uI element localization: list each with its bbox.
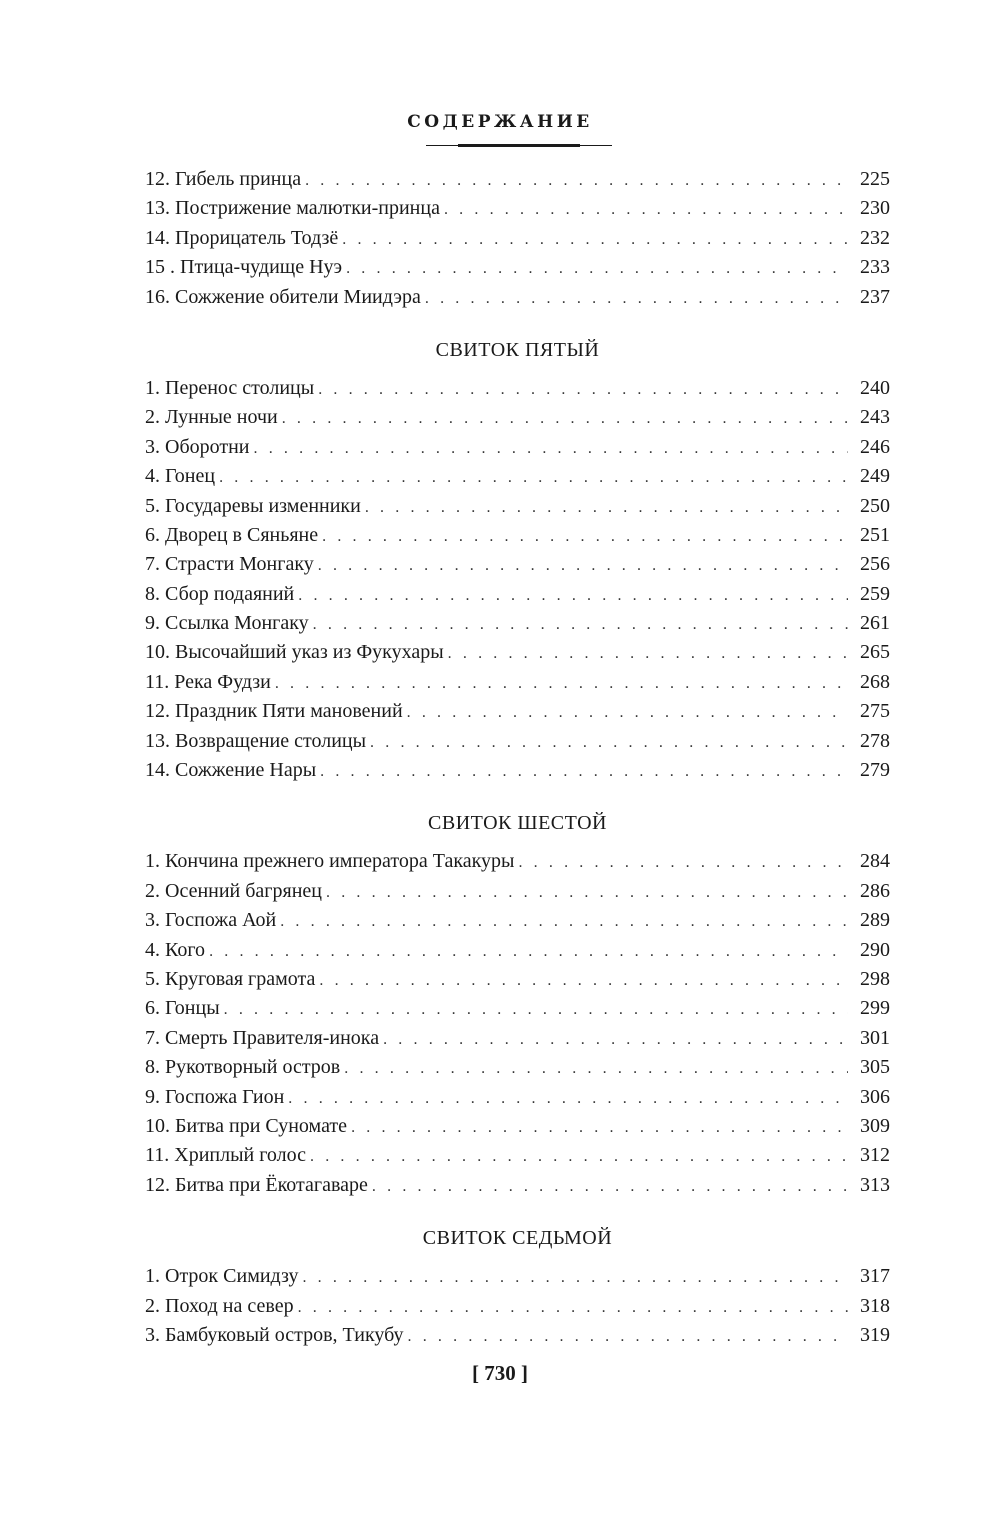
toc-entry-title: 1. Отрок Симидзу [145, 1265, 299, 1288]
toc-entry-title: 3. Госпожа Аой [145, 909, 277, 932]
dot-leader [407, 704, 848, 722]
toc-entry-title: 9. Ссылка Монгаку [145, 612, 309, 635]
dot-leader [318, 557, 848, 575]
toc-entry-title: 7. Смерть Правителя-инока [145, 1026, 380, 1049]
toc-entry-page: 313 [860, 1173, 890, 1196]
toc-entry-page: 286 [860, 879, 890, 902]
toc-entry [145, 997, 890, 1026]
toc-entry [145, 495, 890, 524]
toc-entry-title: 8. Рукотворный остров [145, 1056, 341, 1079]
dot-leader [370, 734, 848, 752]
toc-entry [145, 377, 890, 406]
toc-entry-title: 11. Хриплый голос [145, 1144, 307, 1167]
toc-entry-title: 4. Гонец [145, 465, 216, 488]
toc-entry-title: 1. Кончина прежнего императора Такакуры [145, 850, 515, 873]
toc-entry [145, 880, 890, 909]
toc-entry-title: 13. Пострижение малютки-принца [145, 197, 440, 220]
toc-entry-page: 305 [860, 1056, 890, 1079]
toc-entry [145, 700, 890, 729]
toc-entry [145, 1174, 890, 1203]
dot-leader [288, 1090, 848, 1108]
toc-entry [145, 939, 890, 968]
toc-entry [145, 612, 890, 641]
dot-leader [219, 469, 848, 487]
toc-entry-title: 12. Праздник Пяти мановений [145, 700, 403, 723]
toc-entry [145, 406, 890, 435]
toc-entry-title: 5. Круговая грамота [145, 967, 316, 990]
toc-entry-page: 256 [860, 553, 890, 576]
toc-entry-page: 225 [860, 168, 890, 190]
dot-leader [298, 587, 848, 605]
toc-entry-page: 299 [860, 997, 890, 1020]
dot-leader [444, 201, 848, 219]
header-rule-accent [458, 144, 580, 147]
dot-leader [209, 943, 848, 961]
toc-entry-title: 16. Сожжение обители Миидэра [145, 285, 421, 308]
toc-entry-page: 240 [860, 376, 890, 399]
toc-entry-page: 233 [860, 256, 890, 279]
dot-leader [342, 231, 848, 249]
toc-entry-page: 232 [860, 226, 890, 249]
toc-entry [145, 1056, 890, 1085]
toc-entry [145, 286, 890, 315]
dot-leader [408, 1328, 848, 1346]
toc-entry-page: 275 [860, 700, 890, 723]
dot-leader [298, 1299, 848, 1317]
toc-entry-page: 251 [860, 523, 890, 546]
toc-entry-page: 249 [860, 465, 890, 488]
toc-entry-page: 278 [860, 729, 890, 752]
toc-entry-title: 14. Сожжение Нары [145, 759, 317, 782]
toc-entry-title: 6. Гонцы [145, 997, 220, 1020]
toc-entry [145, 1086, 890, 1115]
toc-entry-title: 15 . Птица-чудище Нуэ [145, 256, 343, 279]
dot-leader [518, 854, 848, 872]
toc-entry-page: 306 [860, 1085, 890, 1108]
toc-entry-title: 11. Река Фудзи [145, 670, 271, 693]
toc-entry-title: 4. Кого [145, 938, 206, 961]
toc-entry-page: 279 [860, 759, 890, 782]
toc-entry [145, 1324, 890, 1353]
toc-entry-page: 298 [860, 967, 890, 990]
toc-entry-page: 265 [860, 641, 890, 664]
dot-leader [326, 884, 848, 902]
toc-entry [145, 465, 890, 494]
toc-entry-title: 2. Поход на север [145, 1294, 294, 1317]
dot-leader [313, 616, 848, 634]
toc-entry-title: 9. Госпожа Гион [145, 1085, 285, 1108]
toc-entry-title: 5. Государевы изменники [145, 494, 361, 517]
toc-entry [145, 1027, 890, 1056]
dot-leader [344, 1060, 848, 1078]
toc-entry [145, 553, 890, 582]
toc-entry-page: 301 [860, 1026, 890, 1049]
toc-entry [145, 641, 890, 670]
toc-entry [145, 909, 890, 938]
toc-entry-page: 246 [860, 435, 890, 458]
toc-entry-page: 309 [860, 1114, 890, 1137]
dot-leader [346, 260, 848, 278]
toc-entry-title: 8. Сбор подаяний [145, 582, 295, 605]
dot-leader [224, 1001, 848, 1019]
toc-entry-page: 230 [860, 197, 890, 220]
dot-leader [282, 410, 848, 428]
toc-entry-title: 3. Бамбуковый остров, Тикубу [145, 1323, 404, 1346]
toc-entry-title: 14. Прорицатель Тодзё [145, 226, 339, 249]
dot-leader [305, 172, 848, 190]
toc-entry-title: 10. Высочайший указ из Фукухары [145, 641, 444, 664]
toc-entry [145, 256, 890, 285]
dot-leader [351, 1119, 848, 1137]
toc-entry [145, 850, 890, 879]
dot-leader [275, 675, 848, 693]
toc-entry-title: 12. Битва при Ёкотагаваре [145, 1173, 368, 1196]
toc-entry-page: 243 [860, 406, 890, 429]
dot-leader [365, 499, 848, 517]
toc-entry-title: 7. Страсти Монгаку [145, 553, 314, 576]
dot-leader [383, 1031, 848, 1049]
toc-entry [145, 197, 890, 226]
toc-entry [145, 1295, 890, 1324]
toc-entry [145, 1115, 890, 1144]
toc-entry-page: 290 [860, 938, 890, 961]
toc-entry-page: 250 [860, 494, 890, 517]
dot-leader [254, 440, 848, 458]
toc-entry-title: 6. Дворец в Сяньяне [145, 523, 319, 546]
toc-entry-page: 237 [860, 285, 890, 308]
toc-entry-title: 3. Оборотни [145, 435, 250, 458]
toc-entry-page: 261 [860, 612, 890, 635]
dot-leader [425, 290, 848, 308]
dot-leader [320, 763, 848, 781]
table-of-contents [145, 168, 890, 1353]
toc-entry-title: 13. Возвращение столицы [145, 729, 367, 752]
toc-entry-page: 289 [860, 909, 890, 932]
dot-leader [448, 645, 848, 663]
toc-entry [145, 671, 890, 700]
dot-leader [302, 1269, 848, 1287]
dot-leader [372, 1178, 848, 1196]
toc-entry [145, 730, 890, 759]
dot-leader [310, 1148, 848, 1166]
toc-entry-page: 312 [860, 1144, 890, 1167]
toc-entry [145, 968, 890, 997]
toc-entry-title: 1. Перенос столицы [145, 376, 315, 399]
toc-entry-page: 318 [860, 1294, 890, 1317]
running-header: СОДЕРЖАНИЕ [407, 112, 593, 132]
toc-entry-title: 10. Битва при Суномате [145, 1114, 348, 1137]
dot-leader [322, 528, 848, 546]
toc-entry [145, 524, 890, 553]
toc-entry-page: 268 [860, 670, 890, 693]
toc-entry-title: 2. Лунные ночи [145, 406, 278, 429]
page-number: [ 730 ] [472, 1361, 528, 1385]
toc-entry-page: 284 [860, 850, 890, 873]
dot-leader [319, 972, 848, 990]
toc-entry-page: 319 [860, 1323, 890, 1346]
toc-entry [145, 168, 890, 197]
dot-leader [280, 913, 848, 931]
toc-entry [145, 436, 890, 465]
section-heading: СВИТОК ШЕСТОЙ [428, 812, 607, 835]
toc-entry [145, 583, 890, 612]
toc-entry [145, 227, 890, 256]
section-heading: СВИТОК СЕДЬМОЙ [422, 1227, 613, 1250]
toc-entry-page: 259 [860, 582, 890, 605]
toc-entry-title: 12. Гибель принца [145, 168, 302, 190]
toc-entry-title: 2. Осенний багрянец [145, 879, 322, 902]
section-heading: СВИТОК ПЯТЫЙ [435, 338, 600, 361]
toc-entry-page: 317 [860, 1265, 890, 1288]
dot-leader [318, 381, 848, 399]
toc-entry [145, 1144, 890, 1173]
toc-entry [145, 759, 890, 788]
toc-entry [145, 1265, 890, 1294]
